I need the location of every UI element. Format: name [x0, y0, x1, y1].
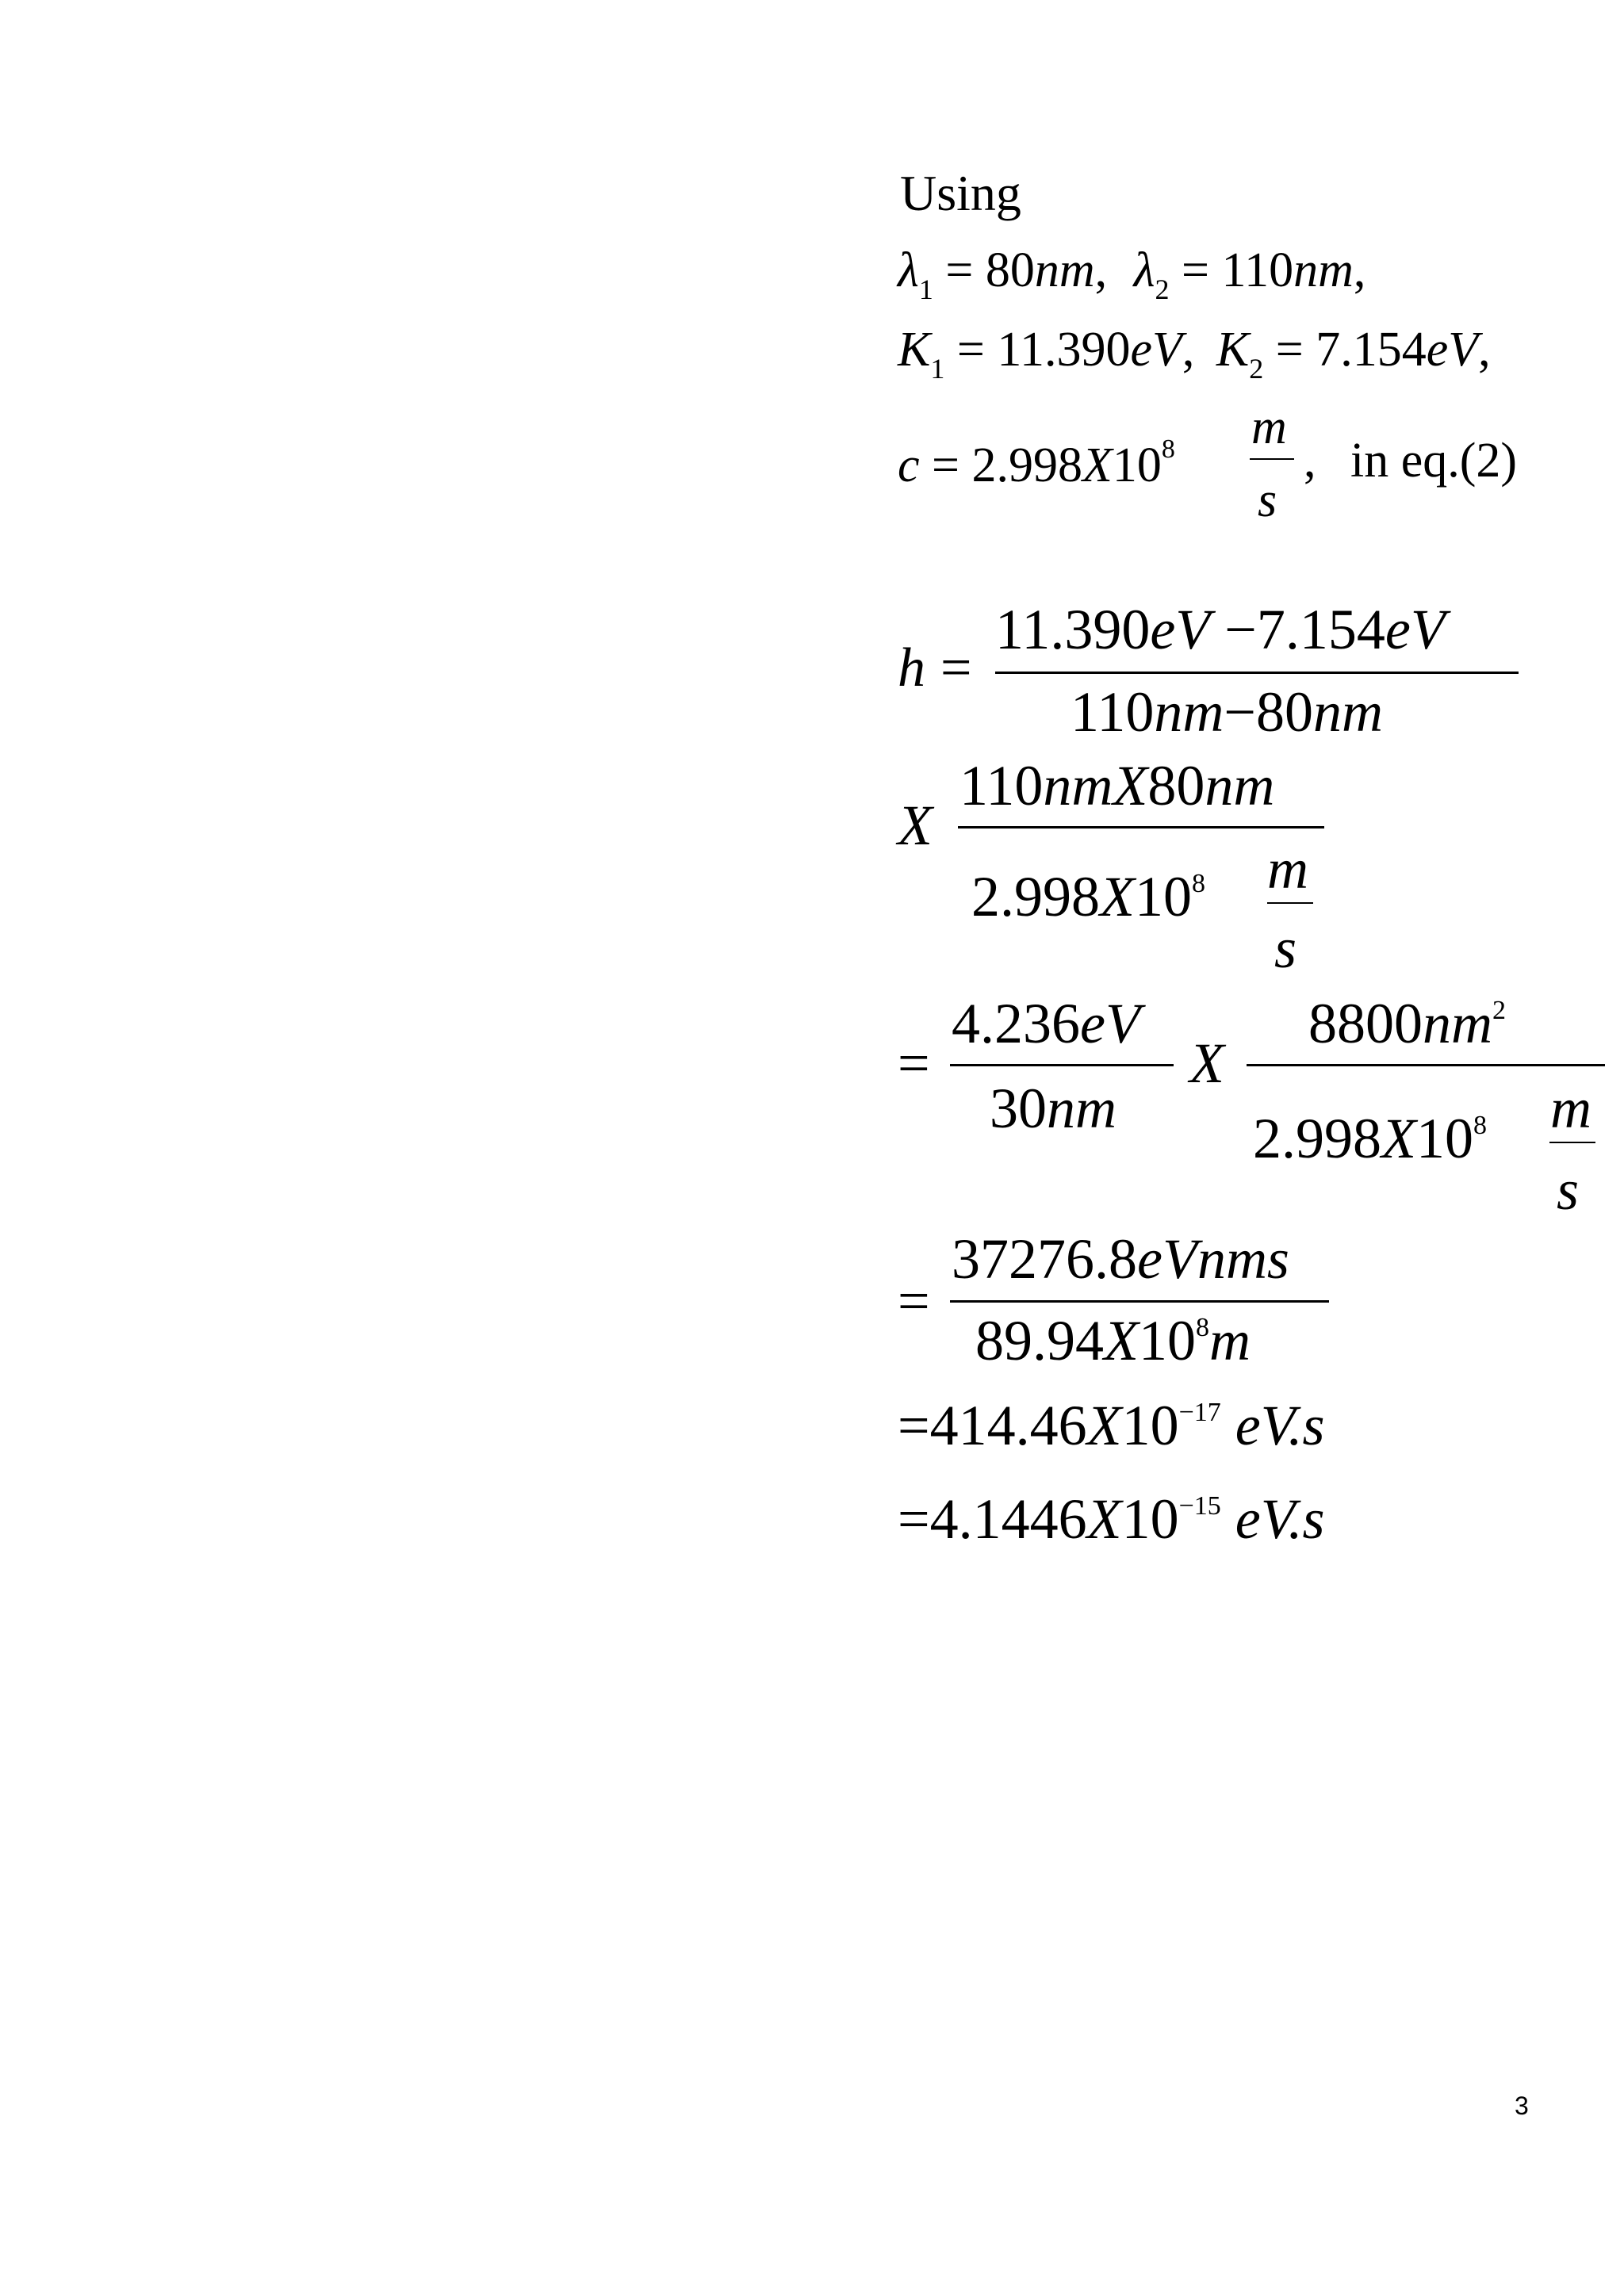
- c-mantissa: 2.998: [971, 865, 1100, 928]
- result-unit: eV.s: [1235, 1394, 1325, 1457]
- unit-fraction-bar: [1250, 458, 1294, 460]
- unit-denominator-s: s: [1258, 473, 1277, 527]
- numerator-value: 37276.8: [952, 1227, 1137, 1291]
- wavelength-values-line: [898, 243, 1366, 305]
- equals-sign: =: [898, 1031, 930, 1095]
- k1-unit: eV: [1130, 323, 1182, 377]
- exponent-8: 8: [1191, 869, 1205, 898]
- wavelength-product: 8800: [1308, 992, 1423, 1055]
- equals-sign: =: [1181, 243, 1209, 297]
- k1-number: 11.390: [995, 598, 1151, 661]
- equals-sign: =: [898, 1487, 930, 1551]
- kinetic-energy-values-line: [898, 325, 1491, 383]
- comma: ,: [1478, 323, 1491, 377]
- comma: ,: [1353, 243, 1366, 297]
- h-symbol: h: [898, 637, 925, 698]
- comma: ,: [1304, 434, 1316, 488]
- result-mantissa: 414.46: [929, 1394, 1087, 1457]
- in-eq-text: in eq.(2): [1350, 434, 1518, 488]
- times-x: X: [1104, 1309, 1139, 1372]
- k2-unit: eV: [1426, 323, 1479, 377]
- exponent-8: 8: [1161, 434, 1175, 464]
- result-line-1: [898, 1394, 1325, 1457]
- c-mantissa: 2.998: [971, 438, 1082, 492]
- second-numerator: [959, 754, 1275, 817]
- comma: ,: [1094, 243, 1108, 297]
- equals-sign: =: [932, 438, 959, 492]
- intro-text: Using: [900, 165, 1021, 221]
- page-number: 3: [1515, 2091, 1529, 2120]
- h-denominator: [1071, 680, 1383, 744]
- lambda1-unit: nm: [1034, 243, 1095, 297]
- c-symbol: c: [898, 438, 920, 492]
- lambda2-unit: nm: [1293, 243, 1354, 297]
- nm-unit: nm: [1154, 680, 1224, 744]
- nm-unit: nm: [1423, 992, 1492, 1055]
- exponent-8: 8: [1195, 1313, 1209, 1342]
- fourth-fraction-bar: [950, 1300, 1329, 1303]
- result-unit: eV.s: [1235, 1487, 1325, 1551]
- h-fraction-bar: [995, 672, 1519, 674]
- subscript-1: 1: [930, 353, 945, 385]
- exponent-8: 8: [1473, 1111, 1487, 1140]
- nm-unit: nm: [1205, 754, 1275, 817]
- nm-unit: nm: [1312, 680, 1383, 744]
- second-fraction-bar: [958, 826, 1324, 828]
- result-line-2: [898, 1487, 1325, 1551]
- third-fraction-bar-b: [1247, 1064, 1605, 1066]
- ten: 10: [1112, 438, 1162, 492]
- equals-sign: =: [945, 243, 974, 297]
- equals-sign: =: [898, 1269, 930, 1333]
- equals-sign: =: [956, 323, 985, 377]
- lambda-symbol: λ: [1133, 243, 1155, 297]
- lambda1-value: 80: [985, 243, 1035, 297]
- ten: 10: [1121, 1487, 1179, 1551]
- unit-fraction-bar: [1549, 1142, 1595, 1143]
- equation-reference: [1304, 434, 1518, 488]
- third-numerator-a: [952, 992, 1140, 1055]
- fourth-numerator: [952, 1227, 1289, 1291]
- third-denominator-b: [1253, 1107, 1487, 1170]
- c-mantissa: 2.998: [1253, 1107, 1381, 1170]
- unit-numerator-m: m: [1267, 837, 1308, 901]
- equals-sign: =: [940, 637, 972, 698]
- third-numerator-b: [1308, 992, 1506, 1055]
- result-exponent: −15: [1178, 1491, 1221, 1521]
- lambda2-number: 110: [959, 754, 1044, 817]
- unit-denominator-s: s: [1274, 916, 1297, 980]
- unit-numerator-m: m: [1550, 1077, 1591, 1140]
- multiply-x: X: [1189, 1031, 1224, 1095]
- ten: 10: [1138, 1309, 1196, 1372]
- lambda2-value: 110: [1221, 243, 1294, 297]
- k-symbol: K: [898, 323, 931, 377]
- unit-denominator-s: s: [1557, 1158, 1580, 1222]
- lambda1-number: 80: [1255, 680, 1313, 744]
- ten: 10: [1134, 865, 1192, 928]
- minus-sign: −: [1224, 680, 1256, 744]
- ten: 10: [1121, 1394, 1179, 1457]
- result-exponent: −17: [1178, 1398, 1221, 1427]
- k-symbol: K: [1216, 323, 1250, 377]
- energy-difference: 4.236: [952, 992, 1080, 1055]
- nm-times: nmX: [1043, 754, 1148, 817]
- ev-unit: eV: [1080, 992, 1140, 1055]
- result-mantissa: 4.1446: [929, 1487, 1087, 1551]
- minus-sign: −: [1224, 598, 1257, 661]
- nm-unit: nm: [1047, 1077, 1116, 1140]
- subscript-2: 2: [1155, 274, 1170, 305]
- lambda-symbol: λ: [898, 243, 919, 297]
- denominator-value: 89.94: [975, 1309, 1104, 1372]
- multiply-x: X: [898, 794, 933, 857]
- meter-unit: m: [1208, 1309, 1251, 1372]
- comma: ,: [1182, 323, 1195, 377]
- subscript-2: 2: [1249, 353, 1264, 385]
- equals-sign: =: [1275, 323, 1304, 377]
- second-denominator: [971, 865, 1205, 928]
- subscript-1: 1: [918, 274, 933, 305]
- ten: 10: [1415, 1107, 1473, 1170]
- k2-value: 7.154: [1316, 323, 1427, 377]
- speed-of-light-line: [898, 436, 1175, 490]
- numerator-unit: eVnms: [1137, 1227, 1289, 1291]
- fourth-denominator: [975, 1309, 1251, 1372]
- lambda1-number: 80: [1147, 754, 1205, 817]
- k2-number: 7.154: [1256, 598, 1385, 661]
- third-denominator-a: [990, 1077, 1116, 1140]
- unit-numerator-m: m: [1251, 400, 1287, 454]
- times-x: X: [1086, 1394, 1122, 1457]
- unit-fraction-bar: [1267, 902, 1313, 904]
- third-fraction-bar-a: [950, 1064, 1174, 1066]
- times-x: X: [1100, 865, 1135, 928]
- ev-unit: eV: [1150, 598, 1211, 661]
- ev-unit: eV: [1385, 598, 1446, 661]
- k1-value: 11.390: [997, 323, 1131, 377]
- exponent-2: 2: [1492, 996, 1506, 1025]
- lambda2-number: 110: [1071, 680, 1155, 744]
- equals-sign: =: [898, 1394, 930, 1457]
- h-numerator: [995, 598, 1446, 661]
- times-x: X: [1381, 1107, 1416, 1170]
- wavelength-difference: 30: [990, 1077, 1047, 1140]
- times-x: X: [1082, 438, 1113, 492]
- times-x: X: [1086, 1487, 1122, 1551]
